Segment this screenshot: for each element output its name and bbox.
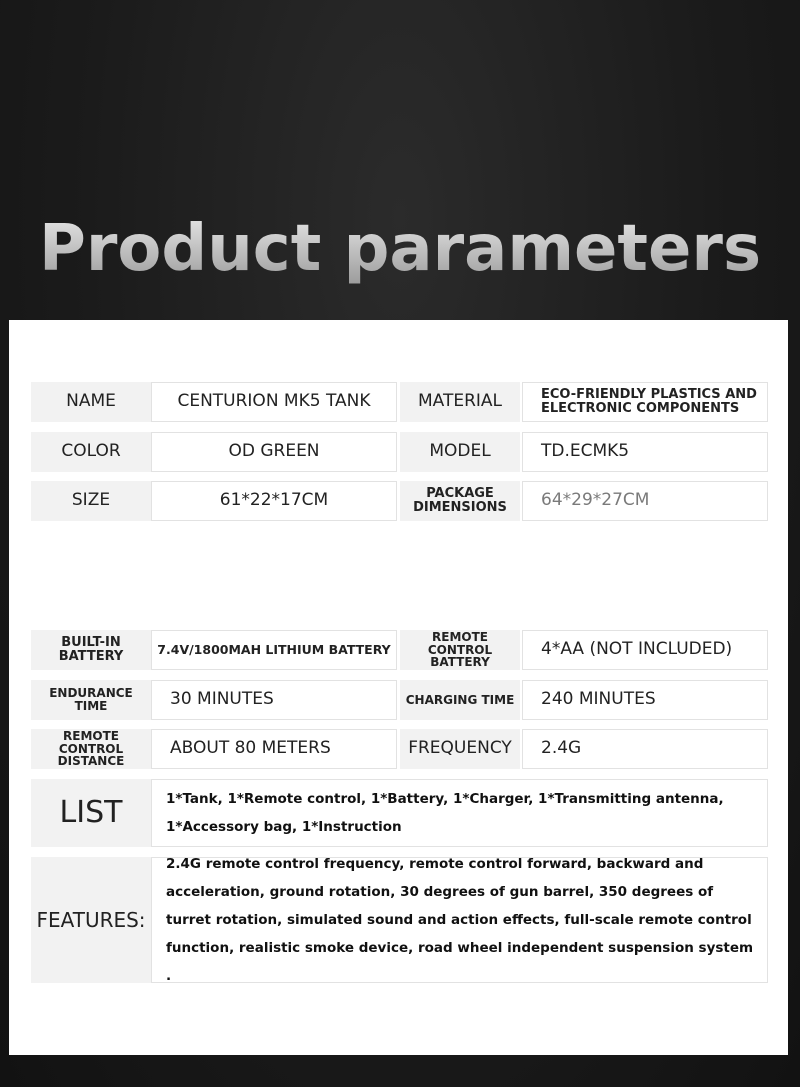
material-label: MATERIAL bbox=[400, 382, 520, 422]
remote-control-battery-value: 4*AA (NOT INCLUDED) bbox=[522, 630, 768, 670]
name-value: CENTURION MK5 TANK bbox=[151, 382, 397, 422]
features-text: 2.4G remote control frequency, remote control forward, backward and acceleration, ground rotation, 30 degrees of gun barrel, 350 degrees of turret rotation, simulated sound and action effects, full-scale remote control function, realistic smoke device, road wheel independent suspension system . bbox=[151, 857, 768, 983]
built-in-battery-label: BUILT-IN BATTERY bbox=[31, 630, 151, 670]
color-label: COLOR bbox=[31, 432, 151, 472]
size-label: SIZE bbox=[31, 481, 151, 521]
package-dimensions-value: 64*29*27CM bbox=[522, 481, 768, 521]
material-value: ECO-FRIENDLY PLASTICS AND ELECTRONIC COMPONENTS bbox=[522, 382, 768, 422]
size-value: 61*22*17CM bbox=[151, 481, 397, 521]
remote-control-distance-value: ABOUT 80 METERS bbox=[151, 729, 397, 769]
charging-time-label: CHARGING TIME bbox=[400, 680, 520, 720]
page-title: Product parameters bbox=[0, 212, 800, 286]
model-label: MODEL bbox=[400, 432, 520, 472]
remote-control-distance-label: REMOTE CONTROL DISTANCE bbox=[31, 729, 151, 769]
frequency-label: FREQUENCY bbox=[400, 729, 520, 769]
endurance-time-value: 30 MINUTES bbox=[151, 680, 397, 720]
built-in-battery-value: 7.4V/1800MAH LITHIUM BATTERY bbox=[151, 630, 397, 670]
features-label: FEATURES: bbox=[31, 857, 151, 983]
list-label: LIST bbox=[31, 779, 151, 847]
color-value: OD GREEN bbox=[151, 432, 397, 472]
remote-control-battery-label: REMOTE CONTROL BATTERY bbox=[400, 630, 520, 670]
parameters-panel bbox=[9, 320, 788, 1055]
package-dimensions-label: PACKAGE DIMENSIONS bbox=[400, 481, 520, 521]
endurance-time-label: ENDURANCE TIME bbox=[31, 680, 151, 720]
frequency-value: 2.4G bbox=[522, 729, 768, 769]
list-text: 1*Tank, 1*Remote control, 1*Battery, 1*Charger, 1*Transmitting antenna, 1*Accessory bag, 1*Instruction bbox=[151, 779, 768, 847]
model-value: TD.ECMK5 bbox=[522, 432, 768, 472]
charging-time-value: 240 MINUTES bbox=[522, 680, 768, 720]
name-label: NAME bbox=[31, 382, 151, 422]
